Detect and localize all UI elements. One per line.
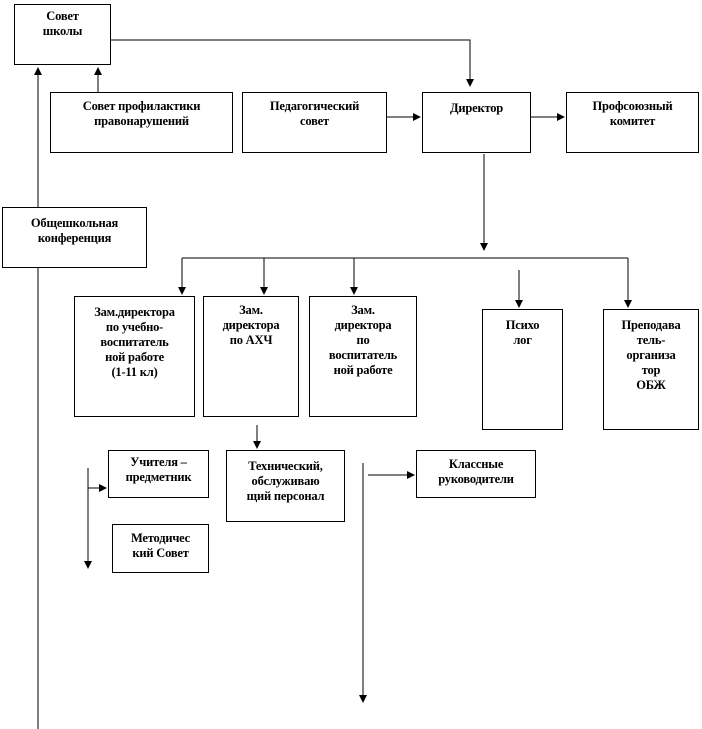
pedagogical-council-box: Педагогический совет: [242, 92, 387, 153]
class-teachers-box: Классные руководители: [416, 450, 536, 498]
director-box: Директор: [422, 92, 531, 153]
technical-staff-box: Технический, обслуживаю щий персонал: [226, 450, 345, 522]
prevention-council-box: Совет профилактики правонарушений: [50, 92, 233, 153]
deputy-upbringing-box: Зам. директора по воспитатель ной работе: [309, 296, 417, 417]
psychologist-box: Психо лог: [482, 309, 563, 430]
subject-teachers-box: Учителя – предметник: [108, 450, 209, 498]
school-conference-box: Общешкольная конференция: [2, 207, 147, 268]
methodical-council-box: Методичес кий Совет: [112, 524, 209, 573]
trade-union-committee-box: Профсоюзный комитет: [566, 92, 699, 153]
school-council-box: Совет школы: [14, 4, 111, 65]
arrow-school-council-to-director: [111, 40, 470, 86]
deputy-educational-work-box: Зам.директора по учебно- воспитатель ной работе (1-11 кл): [74, 296, 195, 417]
obzh-teacher-box: Преподава тель- организа тор ОБЖ: [603, 309, 699, 430]
deputy-ahch-box: Зам. директора по АХЧ: [203, 296, 299, 417]
